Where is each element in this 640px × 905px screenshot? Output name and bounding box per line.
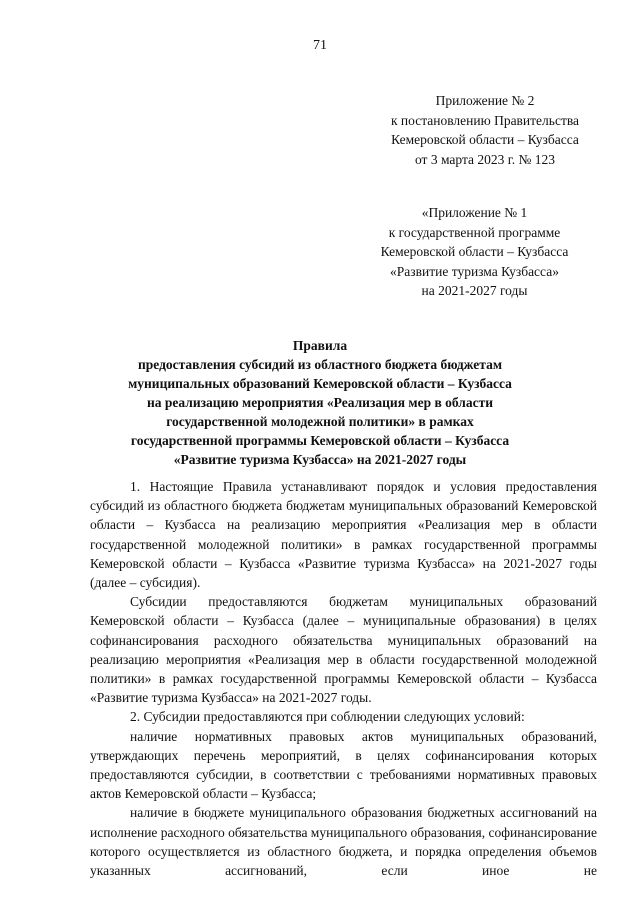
appendix-2-line: к постановлению Правительства (390, 112, 580, 128)
page-number: 71 (313, 38, 327, 53)
title-line: «Развитие туризма Кузбасса» на 2021-2027 годы (173, 452, 467, 467)
appendix-1-line: «Развитие туризма Кузбасса» (390, 263, 559, 279)
paragraph: наличие в бюджете муниципального образования бюджетных ассигнований на исполнение расходного обязательства муниципального образования, софинансирование которого осуществляется из областного бюджета, и порядка определения объемов указанных ассигнований, если иное не (90, 805, 597, 879)
appendix-1-line: на 2021-2027 годы (421, 283, 528, 298)
paragraph: 1. Настоящие Правила устанавливают порядок и условия предоставления субсидий из областного бюджета бюджетам муниципальных образований Кемеровской области – Кузбасса на реализацию мероприятия «Реализация мер в области государственной молодежной политики» в рамках государственной программы Кемеровской области – Кузбасса «Развитие туризма Кузбасса» на 2021-2027 годы (далее – субсидия). (90, 479, 597, 591)
paragraph: наличие нормативных правовых актов муниципальных образований, утверждающих перечень мероприятий, в целях софинансирования которых предоставляются субсидии, в соответствии с требованиями нормативных правовых актов Кемеровской области – Кузбасса; (90, 728, 597, 802)
appendix-2-line: Кемеровской области – Кузбасса (391, 132, 579, 147)
appendix-1-line: к государственной программе (388, 224, 561, 240)
appendix-1-line: Кемеровской области – Кузбасса (380, 244, 569, 259)
appendix-2-header (360, 91, 610, 169)
paragraph: Субсидии предоставляются бюджетам муниципальных образований Кемеровской области – Кузбасса (далее – муниципальные образования) в целях софинансирования расходного обязательства муниципальных образований на реализацию мероприятия «Реализация мер в области государственной молодежной политики» в рамках государственной программы Кемеровской области – Кузбасса «Развитие туризма Кузбасса» на 2021-2027 годы. (90, 594, 597, 706)
appendix-2-line: от 3 марта 2023 г. № 123 (414, 151, 556, 167)
title-line: государственной программы Кемеровской области – Кузбасса (130, 433, 510, 448)
appendix-1-line: «Приложение № 1 (421, 205, 528, 220)
document-body (90, 477, 597, 880)
paragraph: 2. Субсидии предоставляются при соблюдении следующих условий: (130, 709, 525, 725)
title-line: муниципальных образований Кемеровской области – Кузбасса (128, 376, 512, 391)
title-line: государственной молодежной политики» в рамках (166, 414, 474, 429)
document-title (90, 336, 550, 469)
title-line: Правила (292, 338, 348, 353)
appendix-2-line: Приложение № 2 (435, 93, 535, 108)
appendix-1-header (342, 203, 607, 301)
title-line: на реализацию мероприятия «Реализация мер в области (146, 395, 494, 410)
title-line: предоставления субсидий из областного бюджета бюджетам (137, 357, 503, 372)
